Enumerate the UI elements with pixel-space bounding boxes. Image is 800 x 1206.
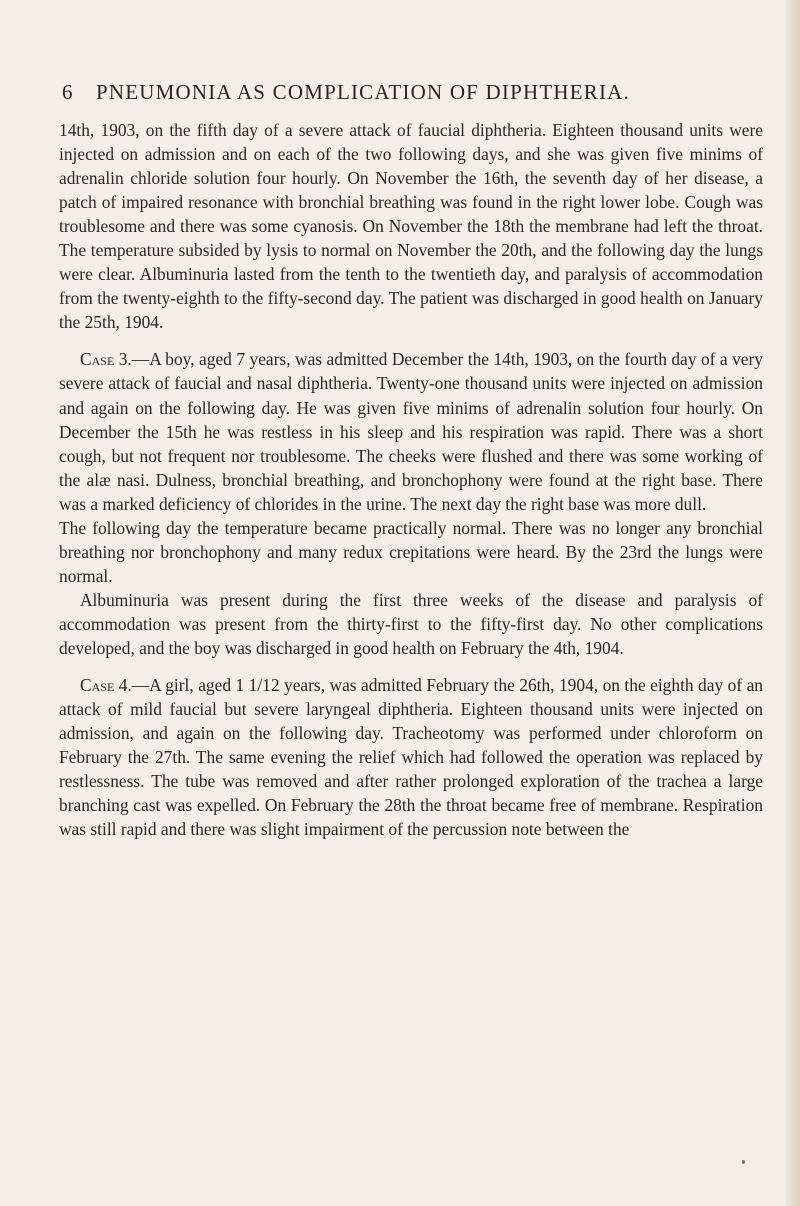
- body-text: [59, 118, 763, 841]
- ink-speck: [742, 1160, 745, 1164]
- paragraph-4: [59, 588, 763, 660]
- case-4-label: Case 4.: [80, 675, 132, 696]
- paragraph-case-3: [59, 347, 763, 515]
- case-3-label: Case 3.: [80, 349, 132, 370]
- paragraph-4-text: Albuminuria was present during the first three weeks of the disease and paralysis of accommodation was present from the thirty-first to the fifty-first day. No other complications developed, and the boy was discharged in good health on February the 4th, 1904.: [59, 589, 763, 658]
- running-header: [62, 80, 742, 105]
- running-title: PNEUMONIA AS COMPLICATION OF DIPHTHERIA.: [96, 80, 630, 104]
- paragraph-1-text: 14th, 1903, on the fifth day of a severe attack of faucial diphtheria. Eighteen thousand units were injected on admission and on each of the two following days, and she was given five minims of adrenalin chloride solution four hourly. On November the 16th, the seventh day of her disease, a patch of impaired resonance with bronchial breathing was found in the right lower lobe. Cough was troublesome and there was some cyanosis. On November the 18th the membrane had left the throat. The temperature subsided by lysis to normal on November the 20th, and the following day the lungs were clear. Albuminuria lasted from the tenth to the twentieth day, and paralysis of accommodation from the twenty-eighth to the fifty-second day. The patient was discharged in good health on January the 25th, 1904.: [59, 120, 763, 333]
- paragraph-3: [59, 516, 763, 588]
- paragraph-1: [59, 118, 763, 334]
- paragraph-case-4: [59, 673, 763, 841]
- page-number: 6: [62, 80, 74, 104]
- paragraph-3-text: The following day the temperature became practically normal. There was no longer any bronchial breathing nor bronchophony and many redux crepitations were heard. By the 23rd the lungs were normal.: [59, 517, 763, 586]
- paragraph-case-3-text: —A boy, aged 7 years, was admitted December the 14th, 1903, on the fourth day of a very severe attack of faucial and nasal diphtheria. Twenty-one thousand units were injected on admission and again on the following day. He was given five minims of adrenalin solution four hourly. On December the 15th he was restless in his sleep and his respiration was rapid. There was a short cough, but not frequent nor troublesome. The cheeks were flushed and there was some working of the alæ nasi. Dulness, bronchial breathing, and bronchophony were found at the right base. There was a marked deficiency of chlorides in the urine. The next day the right base was more dull.: [59, 349, 763, 514]
- page-edge: [786, 0, 800, 1206]
- paragraph-case-4-text: —A girl, aged 1 1/12 years, was admitted February the 26th, 1904, on the eighth day of an attack of mild faucial but severe laryngeal diphtheria. Eighteen thousand units were injected on admission, and again on the following day. Tracheotomy was performed under chloroform on February the 27th. The same evening the relief which had followed the operation was replaced by restlessness. The tube was removed and after rather prolonged exploration of the trachea a large branching cast was expelled. On February the 28th the throat became free of membrane. Respiration was still rapid and there was slight impairment of the percussion note between the: [59, 675, 763, 840]
